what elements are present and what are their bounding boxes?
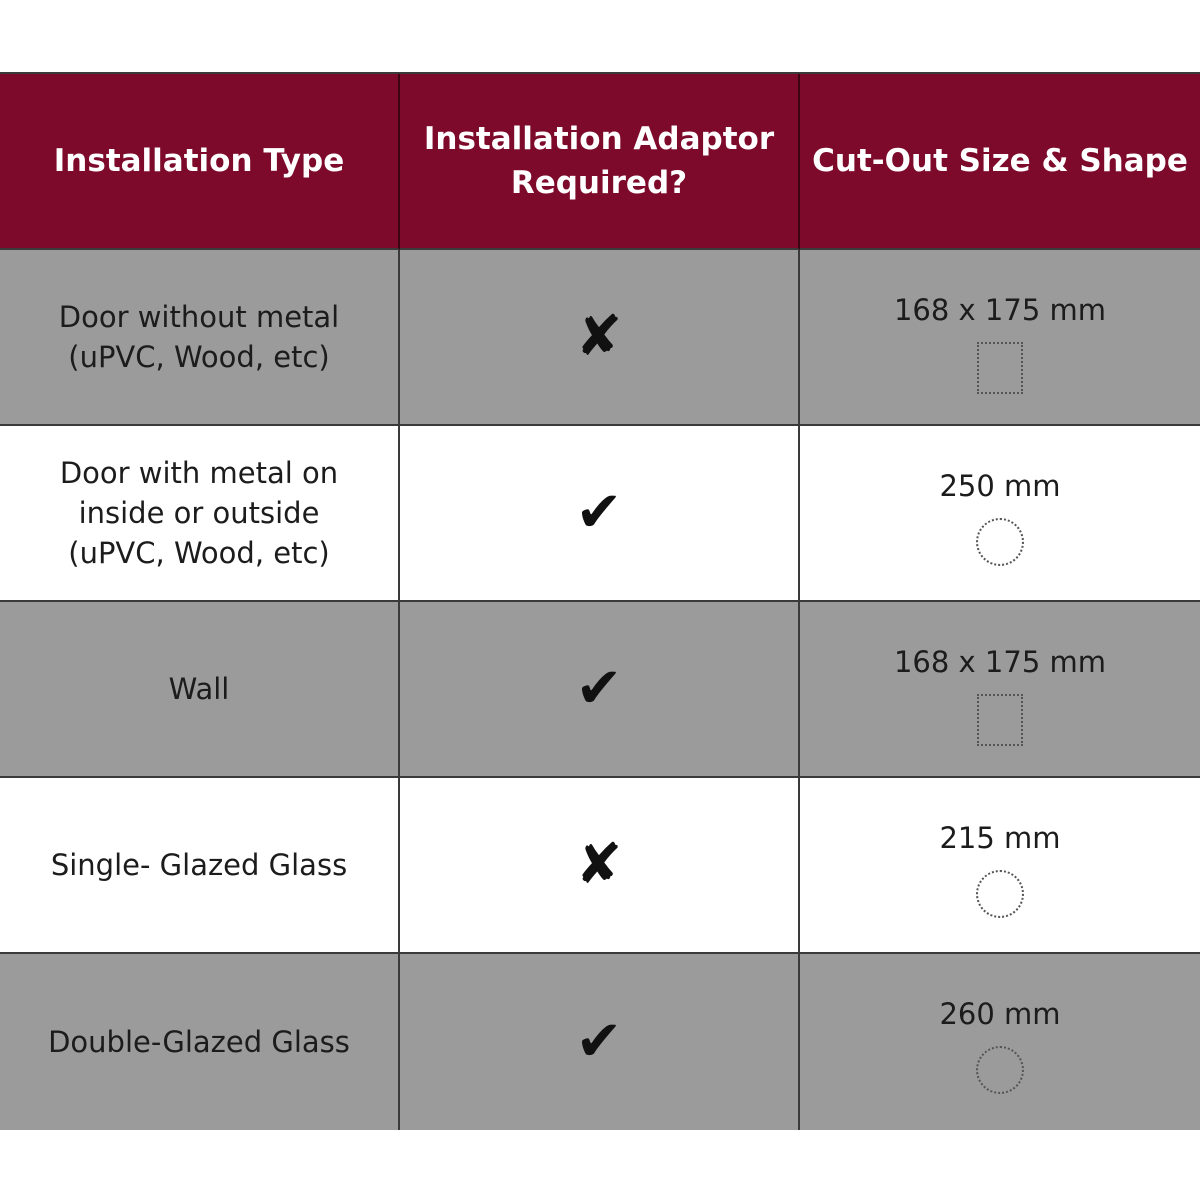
header-installation-type [0, 74, 400, 250]
cell-installation-type [0, 778, 400, 954]
installation-type-label: Door without metal (uPVC, Wood, etc) [58, 300, 340, 374]
cell-adaptor-required [400, 602, 800, 778]
cell-cutout [800, 954, 1200, 1130]
cell-cutout [800, 250, 1200, 426]
check-icon: ✔ [575, 656, 623, 721]
square-icon [977, 342, 1023, 394]
cell-installation-type [0, 426, 400, 602]
installation-type-label: Double-Glazed Glass [48, 1025, 350, 1059]
cell-cutout [800, 602, 1200, 778]
cell-adaptor-required [400, 250, 800, 426]
cross-icon: ✘ [575, 304, 623, 369]
cross-icon: ✘ [575, 832, 623, 897]
header-label: Installation Type [53, 143, 345, 179]
cell-adaptor-required [400, 954, 800, 1130]
installation-type-label: Wall [168, 672, 230, 706]
circle-icon [976, 518, 1024, 566]
header-adaptor-required [400, 74, 800, 250]
cutout-size-label: 168 x 175 mm [893, 645, 1107, 679]
cell-installation-type [0, 602, 400, 778]
cell-adaptor-required [400, 426, 800, 602]
cutout-size-label: 168 x 175 mm [893, 293, 1107, 327]
cell-installation-type [0, 250, 400, 426]
header-label: Installation Adaptor Required? [423, 121, 775, 201]
cutout-size-label: 260 mm [939, 997, 1061, 1031]
circle-icon [976, 870, 1024, 918]
check-icon: ✔ [575, 480, 623, 545]
installation-type-label: Single- Glazed Glass [50, 848, 348, 882]
cutout-size-label: 250 mm [939, 469, 1061, 503]
cutout-size-label: 215 mm [939, 821, 1061, 855]
check-icon: ✔ [575, 1009, 623, 1074]
cell-cutout [800, 778, 1200, 954]
circle-icon [976, 1046, 1024, 1094]
installation-table [0, 72, 1200, 1130]
cell-adaptor-required [400, 778, 800, 954]
installation-type-label: Door with metal on inside or outside (uPVC, Wood, etc) [59, 456, 339, 570]
header-cutout-size-shape [800, 74, 1200, 250]
cell-installation-type [0, 954, 400, 1130]
square-icon [977, 694, 1023, 746]
cell-cutout [800, 426, 1200, 602]
header-label: Cut-Out Size & Shape [812, 143, 1188, 179]
